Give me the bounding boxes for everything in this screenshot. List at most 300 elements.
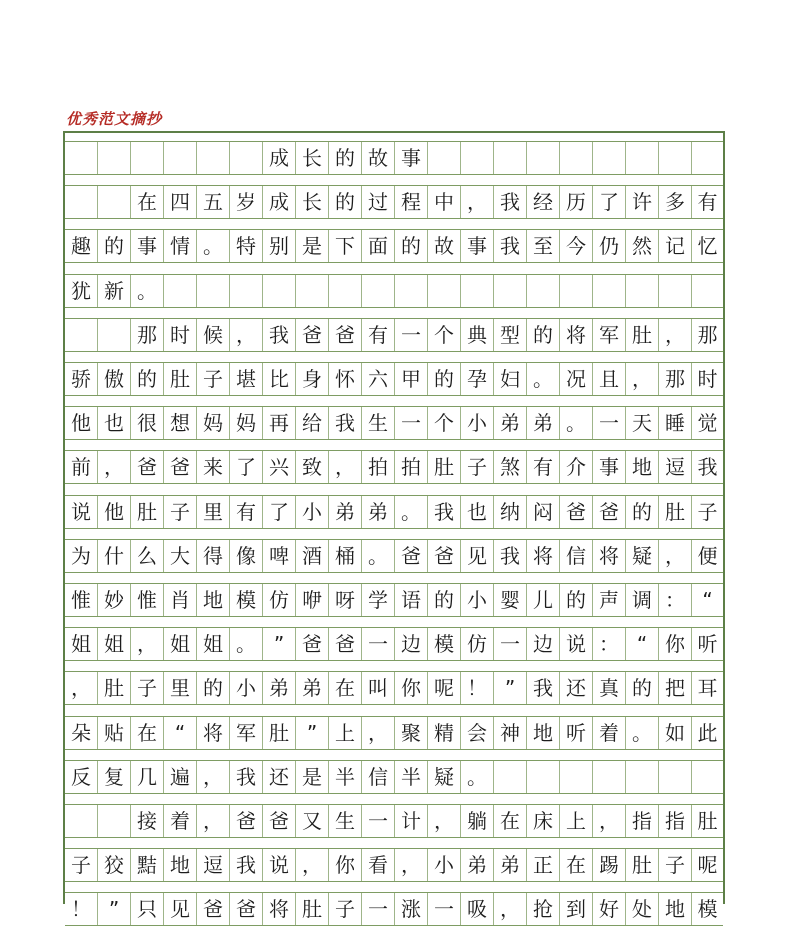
- grid-cell: 踢: [593, 849, 626, 881]
- grid-cell: 你: [329, 849, 362, 881]
- grid-cell: 遍: [164, 761, 197, 793]
- grid-cell: 叫: [362, 672, 395, 704]
- grid-cell: 生: [329, 805, 362, 837]
- grid-cell: 肚: [626, 849, 659, 881]
- grid-cell: 呢: [697, 853, 718, 878]
- grid-cell: 很: [131, 407, 164, 439]
- grid-cell: 也: [461, 496, 494, 528]
- grid-cell: 有: [230, 496, 263, 528]
- grid-cell: 着: [164, 805, 197, 837]
- grid-cell: 在: [329, 672, 362, 704]
- grid-cell: 趣: [65, 230, 98, 262]
- grid-cell: ，: [659, 540, 692, 572]
- grid-cell: 爸: [329, 319, 362, 351]
- grid-cell: 弟: [362, 496, 395, 528]
- grid-cell: 上: [329, 717, 362, 749]
- grid-cell: 边: [395, 628, 428, 660]
- grid-cell: 再: [263, 407, 296, 439]
- grid-cell: 呀: [329, 584, 362, 616]
- grid-cell: 么: [131, 540, 164, 572]
- grid-cell: 模: [697, 897, 718, 922]
- grid-cell: 子: [197, 363, 230, 395]
- grid-cell: ！: [65, 893, 98, 925]
- grid-cell: 故: [362, 142, 395, 174]
- grid-cell: 的: [197, 672, 230, 704]
- grid-cell: ，: [131, 628, 164, 660]
- grid-cell: 睡: [659, 407, 692, 439]
- grid-cell: 你: [659, 628, 692, 660]
- grid-cell: [164, 142, 197, 174]
- grid-cell: 爸: [197, 893, 230, 925]
- grid-row: [65, 760, 723, 794]
- grid-cell: 那: [697, 322, 718, 347]
- grid-cell: [560, 761, 593, 793]
- grid-cell: 肚: [428, 451, 461, 483]
- grid-cell: 了: [593, 186, 626, 218]
- grid-cell: 。: [395, 496, 428, 528]
- grid-cell: ”: [494, 672, 527, 704]
- grid-cell: [527, 761, 560, 793]
- grid-cell: 那: [131, 319, 164, 351]
- grid-cell: 好: [593, 893, 626, 925]
- grid-cell: 子: [131, 672, 164, 704]
- grid-cell: 中: [428, 186, 461, 218]
- grid-cell: 怀: [329, 363, 362, 395]
- grid-cell: 况: [560, 363, 593, 395]
- grid-cell: 岁: [230, 186, 263, 218]
- grid-cell: ，: [395, 849, 428, 881]
- grid-cell: 便: [697, 543, 718, 568]
- grid-row: [65, 406, 723, 440]
- grid-cell: 小: [230, 672, 263, 704]
- grid-cell: 致: [296, 451, 329, 483]
- grid-cell: 的: [560, 584, 593, 616]
- grid-cell: 了: [230, 451, 263, 483]
- grid-cell: 想: [164, 407, 197, 439]
- grid-row: [65, 583, 723, 617]
- grid-cell: 甲: [395, 363, 428, 395]
- grid-cell: 煞: [494, 451, 527, 483]
- grid-cell: 的: [98, 230, 131, 262]
- grid-row: [65, 804, 723, 838]
- grid-cell: 身: [296, 363, 329, 395]
- grid-cell: 子: [164, 496, 197, 528]
- grid-cell: 爸: [395, 540, 428, 572]
- grid-cell: 介: [560, 451, 593, 483]
- grid-cell: ，: [461, 186, 494, 218]
- grid-cell: 弟: [494, 849, 527, 881]
- grid-cell: 说: [65, 496, 98, 528]
- grid-cell: 典: [461, 319, 494, 351]
- grid-cell: [428, 142, 461, 174]
- grid-cell: 四: [164, 186, 197, 218]
- grid-cell: ，: [362, 717, 395, 749]
- grid-cell: “: [164, 717, 197, 749]
- grid-cell: 忆: [697, 234, 718, 259]
- grid-cell: 将: [263, 893, 296, 925]
- grid-cell: 至: [527, 230, 560, 262]
- grid-cell: [65, 805, 98, 837]
- grid-cell: 一: [362, 893, 395, 925]
- grid-cell: 真: [593, 672, 626, 704]
- grid-cell: [65, 186, 98, 218]
- grid-cell: 傲: [98, 363, 131, 395]
- grid-cell: 闷: [527, 496, 560, 528]
- grid-cell: 爸: [428, 540, 461, 572]
- grid-cell: 我: [527, 672, 560, 704]
- grid-cell: 下: [329, 230, 362, 262]
- grid-cell: [329, 275, 362, 307]
- grid-cell: 肚: [659, 496, 692, 528]
- grid-cell: 听: [697, 632, 718, 657]
- grid-cell: 狡: [98, 849, 131, 881]
- grid-cell: ”: [263, 628, 296, 660]
- grid-cell: 前: [65, 451, 98, 483]
- grid-cell: 历: [560, 186, 593, 218]
- grid-cell: [197, 142, 230, 174]
- grid-cell: [494, 275, 527, 307]
- grid-cell: 到: [560, 893, 593, 925]
- grid-cell: ，: [197, 805, 230, 837]
- grid-cell: 一: [362, 805, 395, 837]
- grid-cell: 还: [560, 672, 593, 704]
- grid-cell: 特: [230, 230, 263, 262]
- grid-cell: 吸: [461, 893, 494, 925]
- grid-cell: 他: [65, 407, 98, 439]
- grid-cell: 肚: [296, 893, 329, 925]
- grid-row: [65, 318, 723, 352]
- grid-cell: 啤: [263, 540, 296, 572]
- grid-cell: 只: [131, 893, 164, 925]
- grid-cell: 说: [560, 628, 593, 660]
- grid-cell: 多: [659, 186, 692, 218]
- grid-cell: 涨: [395, 893, 428, 925]
- grid-cell: ，: [98, 451, 131, 483]
- grid-cell: 耳: [697, 676, 718, 701]
- grid-cell: 将: [527, 540, 560, 572]
- grid-cell: 爸: [230, 805, 263, 837]
- grid-cell: 我: [263, 319, 296, 351]
- grid-cell: 仍: [593, 230, 626, 262]
- grid-cell: 仿: [263, 584, 296, 616]
- grid-cell: 今: [560, 230, 593, 262]
- grid-cell: ，: [593, 805, 626, 837]
- grid-cell: [692, 142, 723, 174]
- grid-cell: 弟: [527, 407, 560, 439]
- grid-cell: 我: [494, 230, 527, 262]
- grid-cell: 。: [131, 275, 164, 307]
- grid-cell: 地: [164, 849, 197, 881]
- grid-cell: 事: [461, 230, 494, 262]
- grid-cell: 抢: [527, 893, 560, 925]
- grid-cell: 为: [65, 540, 98, 572]
- grid-cell: [659, 142, 692, 174]
- grid-cell: 的: [329, 186, 362, 218]
- grid-cell: 妈: [197, 407, 230, 439]
- grid-cell: [659, 761, 692, 793]
- grid-cell: 桶: [329, 540, 362, 572]
- grid-cell: 爸: [296, 628, 329, 660]
- grid-cell: 。: [527, 363, 560, 395]
- grid-cell: 惟: [65, 584, 98, 616]
- grid-cell: 。: [362, 540, 395, 572]
- grid-cell: 长: [296, 142, 329, 174]
- grid-cell: 面: [362, 230, 395, 262]
- grid-cell: 里: [164, 672, 197, 704]
- grid-cell: 在: [131, 717, 164, 749]
- grid-cell: [230, 142, 263, 174]
- grid-cell: 姐: [98, 628, 131, 660]
- grid-cell: ，: [65, 672, 98, 704]
- grid-cell: 的: [626, 496, 659, 528]
- grid-cell: 妈: [230, 407, 263, 439]
- grid-cell: 惟: [131, 584, 164, 616]
- grid-cell: 我: [230, 849, 263, 881]
- grid-row: [65, 716, 723, 750]
- grid-cell: 爸: [131, 451, 164, 483]
- grid-cell: 的: [626, 672, 659, 704]
- grid-cell: 一: [395, 407, 428, 439]
- grid-cell: 时: [164, 319, 197, 351]
- grid-row: [65, 671, 723, 705]
- grid-cell: 我: [230, 761, 263, 793]
- grid-cell: 一: [593, 407, 626, 439]
- grid-cell: 如: [659, 717, 692, 749]
- grid-row: [65, 185, 723, 219]
- grid-cell: 的: [131, 363, 164, 395]
- grid-cell: [296, 275, 329, 307]
- grid-cell: 精: [428, 717, 461, 749]
- grid-cell: 肚: [98, 672, 131, 704]
- grid-cell: 肚: [131, 496, 164, 528]
- grid-cell: ，: [329, 451, 362, 483]
- grid-cell: 。: [560, 407, 593, 439]
- grid-cell: 故: [428, 230, 461, 262]
- grid-cell: ”: [296, 717, 329, 749]
- grid-cell: 将: [560, 319, 593, 351]
- grid-cell: 躺: [461, 805, 494, 837]
- grid-cell: 肖: [164, 584, 197, 616]
- grid-cell: 子: [697, 499, 718, 524]
- grid-cell: 将: [593, 540, 626, 572]
- grid-cell: 拍: [362, 451, 395, 483]
- grid-cell: 觉: [697, 411, 718, 436]
- grid-cell: 模: [428, 628, 461, 660]
- grid-cell: [461, 142, 494, 174]
- grid-cell: 事: [593, 451, 626, 483]
- grid-cell: 疑: [626, 540, 659, 572]
- grid-cell: 弟: [296, 672, 329, 704]
- grid-cell: 比: [263, 363, 296, 395]
- grid-cell: 。: [626, 717, 659, 749]
- grid-cell: 新: [98, 275, 131, 307]
- grid-cell: 纳: [494, 496, 527, 528]
- grid-cell: [560, 275, 593, 307]
- grid-cell: ，: [296, 849, 329, 881]
- grid-cell: 军: [230, 717, 263, 749]
- grid-cell: 又: [296, 805, 329, 837]
- grid-cell: [659, 275, 692, 307]
- grid-cell: 拍: [395, 451, 428, 483]
- grid-cell: 我: [428, 496, 461, 528]
- grid-cell: 肚: [697, 809, 718, 833]
- grid-cell: [98, 186, 131, 218]
- grid-cell: 子: [65, 849, 98, 881]
- grid-cell: 别: [263, 230, 296, 262]
- grid-cell: 了: [263, 496, 296, 528]
- grid-cell: 程: [395, 186, 428, 218]
- grid-cell: 成: [263, 142, 296, 174]
- grid-cell: 的: [527, 319, 560, 351]
- grid-row: [65, 450, 723, 484]
- grid-cell: 里: [197, 496, 230, 528]
- grid-cell: 一: [362, 628, 395, 660]
- grid-cell: [65, 319, 98, 351]
- grid-cell: 五: [197, 186, 230, 218]
- grid-cell: 信: [362, 761, 395, 793]
- grid-cell: [494, 142, 527, 174]
- grid-cell: 什: [98, 540, 131, 572]
- grid-cell: 经: [527, 186, 560, 218]
- grid-cell: 弟: [461, 849, 494, 881]
- grid-cell: [428, 275, 461, 307]
- grid-cell: 疑: [428, 761, 461, 793]
- grid-cell: [164, 275, 197, 307]
- grid-cell: 犹: [65, 275, 98, 307]
- grid-cell: 肚: [263, 717, 296, 749]
- grid-cell: 得: [197, 540, 230, 572]
- grid-cell: ，: [428, 805, 461, 837]
- grid-cell: 是: [296, 230, 329, 262]
- grid-cell: 肚: [164, 363, 197, 395]
- grid-row: [65, 892, 723, 926]
- grid-cell: [494, 761, 527, 793]
- grid-cell: [197, 275, 230, 307]
- grid-row: [65, 274, 723, 308]
- grid-cell: [593, 275, 626, 307]
- grid-cell: 小: [296, 496, 329, 528]
- grid-cell: 弟: [263, 672, 296, 704]
- grid-cell: 也: [98, 407, 131, 439]
- grid-cell: 小: [461, 584, 494, 616]
- grid-cell: 仿: [461, 628, 494, 660]
- grid-cell: 在: [560, 849, 593, 881]
- grid-row: [65, 627, 723, 661]
- grid-cell: [461, 275, 494, 307]
- grid-cell: 在: [131, 186, 164, 218]
- grid-cell: 姐: [164, 628, 197, 660]
- grid-cell: 爸: [329, 628, 362, 660]
- grid-cell: 指: [626, 805, 659, 837]
- grid-cell: 军: [593, 319, 626, 351]
- grid-cell: 咿: [296, 584, 329, 616]
- grid-cell: 半: [329, 761, 362, 793]
- composition-grid: [63, 131, 725, 922]
- grid-cell: 有: [527, 451, 560, 483]
- grid-cell: 记: [659, 230, 692, 262]
- grid-cell: [362, 275, 395, 307]
- grid-cell: 模: [230, 584, 263, 616]
- grid-cell: 此: [697, 720, 718, 745]
- grid-cell: 肚: [626, 319, 659, 351]
- grid-cell: 边: [527, 628, 560, 660]
- grid-cell: 你: [395, 672, 428, 704]
- grid-cell: 的: [395, 230, 428, 262]
- grid-cell: [560, 142, 593, 174]
- grid-cell: 看: [362, 849, 395, 881]
- grid-cell: 有: [362, 319, 395, 351]
- grid-cell: 我: [494, 186, 527, 218]
- grid-cell: 上: [560, 805, 593, 837]
- grid-cell: 兴: [263, 451, 296, 483]
- grid-cell: 小: [461, 407, 494, 439]
- grid-cell: [692, 275, 723, 307]
- grid-cell: [98, 319, 131, 351]
- grid-cell: 一: [494, 628, 527, 660]
- grid-cell: 堪: [230, 363, 263, 395]
- grid-cell: 听: [560, 717, 593, 749]
- grid-cell: 的: [329, 142, 362, 174]
- grid-cell: 着: [593, 717, 626, 749]
- grid-cell: 姐: [197, 628, 230, 660]
- grid-cell: 许: [626, 186, 659, 218]
- grid-cell: 学: [362, 584, 395, 616]
- grid-cell: [626, 275, 659, 307]
- grid-cell: 子: [461, 451, 494, 483]
- grid-row: [65, 495, 723, 529]
- grid-cell: [131, 142, 164, 174]
- grid-cell: 还: [263, 761, 296, 793]
- grid-cell: 的: [428, 363, 461, 395]
- grid-cell: 计: [395, 805, 428, 837]
- grid-cell: ，: [494, 893, 527, 925]
- grid-cell: 正: [527, 849, 560, 881]
- grid-cell: 反: [65, 761, 98, 793]
- grid-cell: “: [626, 628, 659, 660]
- grid-cell: 姐: [65, 628, 98, 660]
- grid-cell: 孕: [461, 363, 494, 395]
- grid-cell: [98, 805, 131, 837]
- grid-cell: 聚: [395, 717, 428, 749]
- grid-cell: 情: [164, 230, 197, 262]
- grid-cell: 天: [626, 407, 659, 439]
- grid-row: [65, 362, 723, 396]
- grid-cell: 接: [131, 805, 164, 837]
- grid-cell: 弟: [494, 407, 527, 439]
- grid-cell: 声: [593, 584, 626, 616]
- grid-row: [65, 229, 723, 263]
- grid-cell: 地: [527, 717, 560, 749]
- grid-cell: ，: [626, 363, 659, 395]
- grid-cell: 型: [494, 319, 527, 351]
- grid-cell: 酒: [296, 540, 329, 572]
- grid-cell: [65, 142, 98, 174]
- grid-cell: 像: [230, 540, 263, 572]
- grid-cell: 个: [428, 319, 461, 351]
- grid-cell: 一: [428, 893, 461, 925]
- grid-cell: 儿: [527, 584, 560, 616]
- grid-cell: [98, 142, 131, 174]
- grid-cell: 成: [263, 186, 296, 218]
- grid-cell: 朵: [65, 717, 98, 749]
- grid-cell: 小: [428, 849, 461, 881]
- grid-cell: 地: [197, 584, 230, 616]
- grid-row: [65, 848, 723, 882]
- grid-cell: 逗: [659, 451, 692, 483]
- grid-cell: ：: [659, 584, 692, 616]
- grid-cell: [527, 142, 560, 174]
- grid-cell: 见: [164, 893, 197, 925]
